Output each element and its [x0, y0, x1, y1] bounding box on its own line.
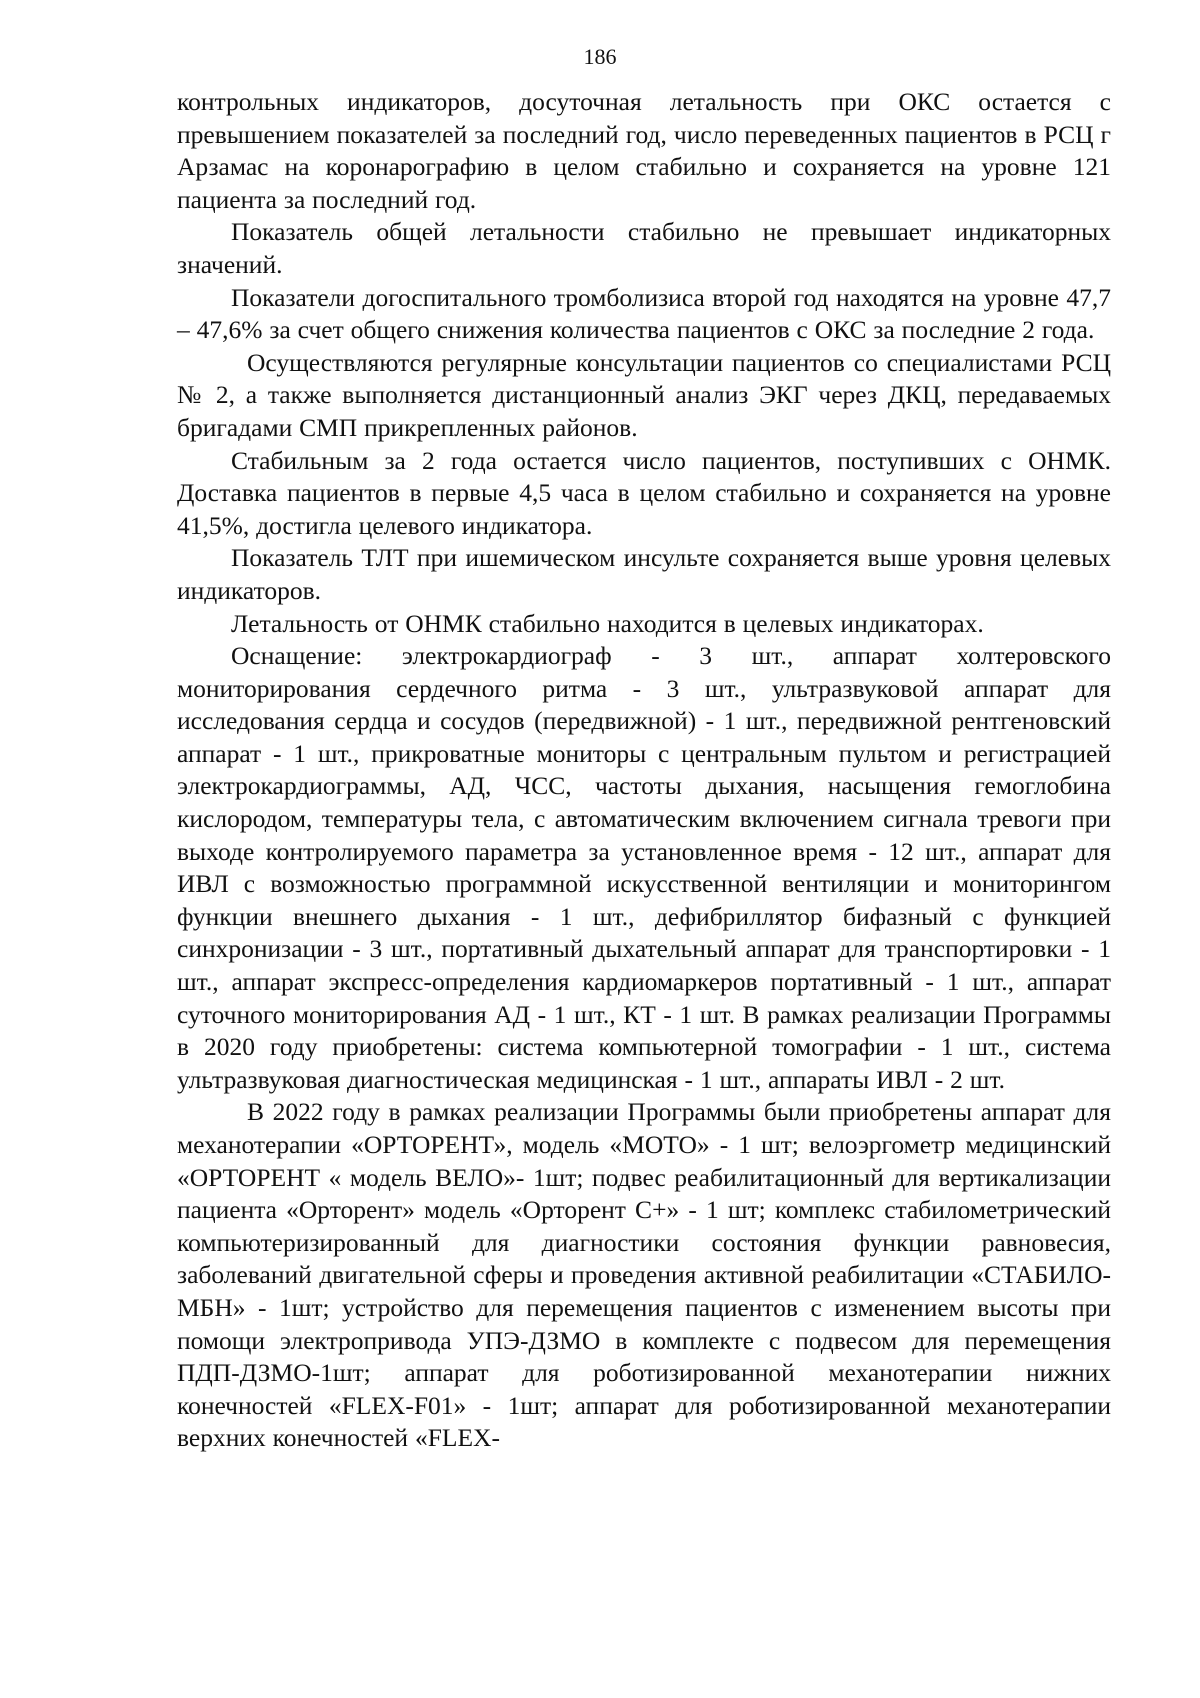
paragraph-equipment: Оснащение: электрокардиограф - 3 шт., аппарат холтеровского мониторирования сердечного ритма - 3 шт., ультразвуковой аппарат для исследования сердца и сосудов (передвижной) - 1 шт., передвижной рентгеновский аппарат - 1 шт., прикроватные мониторы с центральным пультом и регистрацией электрокардиограммы, АД, ЧСС, частоты дыхания, насыщения гемоглобина кислородом, температуры тела, с автоматическим включением сигнала тревоги при выходе контролируемого параметра за установленное время - 12 шт., аппарат для ИВЛ с возможностью программной искусственной вентиляции и мониторингом функции внешнего дыхания - 1 шт., дефибриллятор бифазный с функцией синхронизации - 3 шт., портативный дыхательный аппарат для транспортировки - 1 шт., аппарат экспресс-определения кардиомаркеров портативный - 1 шт., аппарат суточного мониторирования АД - 1 шт., КТ - 1 шт. В рамках реализации Программы в 2020 году приобретены: система компьютерной томографии - 1 шт., система ультразвуковая диагностическая медицинская - 1 шт., аппараты ИВЛ - 2 шт. — [177, 641, 1111, 1094]
paragraph-tlt: Показатель ТЛТ при ишемическом инсульте сохраняется выше уровня целевых индикаторов. — [177, 543, 1111, 605]
paragraph-prehospital-thrombolysis: Показатели догоспитального тромболизиса второй год находятся на уровне 47,7 – 47,6% за счет общего снижения количества пациентов с ОКС за последние 2 года. — [177, 282, 1111, 345]
page-number: 186 — [583, 44, 617, 69]
paragraph-consultations: Осуществляются регулярные консультации пациентов со специалистами РСЦ № 2, а также выполняется дистанционный анализ ЭКГ через ДКЦ, передаваемых бригадами СМП прикрепленных районов. — [177, 347, 1111, 442]
paragraph-stroke-mortality: Летальность от ОНМК стабильно находится в целевых индикаторах. — [231, 608, 984, 638]
paragraph-continuation: контрольных индикаторов, досуточная летальность при ОКС остается с превышением показателей за последний год, число переведенных пациентов в РСЦ г Арзамас на коронарографию в целом стабильно и сохраняется на уровне 121 пациента за последний год. — [177, 87, 1111, 214]
paragraph-2022-purchases: В 2022 году в рамках реализации Программы были приобретены аппарат для механотерапии «ОРТОРЕНТ», модель «МОТО» - 1 шт; велоэргометр медицинский «ОРТОРЕНТ « модель ВЕЛО»- 1шт; подвес реабилитационный для вертикализации пациента «Орторент» модель «Орторент С+» - 1 шт; комплекс стабилометрический компьютеризированный для диагностики состояния функции равновесия, заболеваний двигательной сферы и проведения активной реабилитации «СТАБИЛО-МБН» - 1шт; устройство для перемещения пациентов с изменением высоты при помощи электропривода УПЭ-ДЗМО в комплекте с подвесом для перемещения ПДП-ДЗМО-1шт; аппарат для роботизированной механотерапии нижних конечностей «FLEX-F01» - 1шт; аппарат для роботизированной механотерапии верхних конечностей «FLEX- — [177, 1097, 1111, 1453]
paragraph-overall-mortality: Показатель общей летальности стабильно не превышает индикаторных значений. — [177, 217, 1111, 279]
document-body — [177, 86, 1111, 1455]
paragraph-stroke-patients: Стабильным за 2 года остается число пациентов, поступивших с ОНМК. Доставка пациентов в первые 4,5 часа в целом стабильно и сохраняется на уровне 41,5%, достигла целевого индикатора. — [177, 445, 1111, 540]
